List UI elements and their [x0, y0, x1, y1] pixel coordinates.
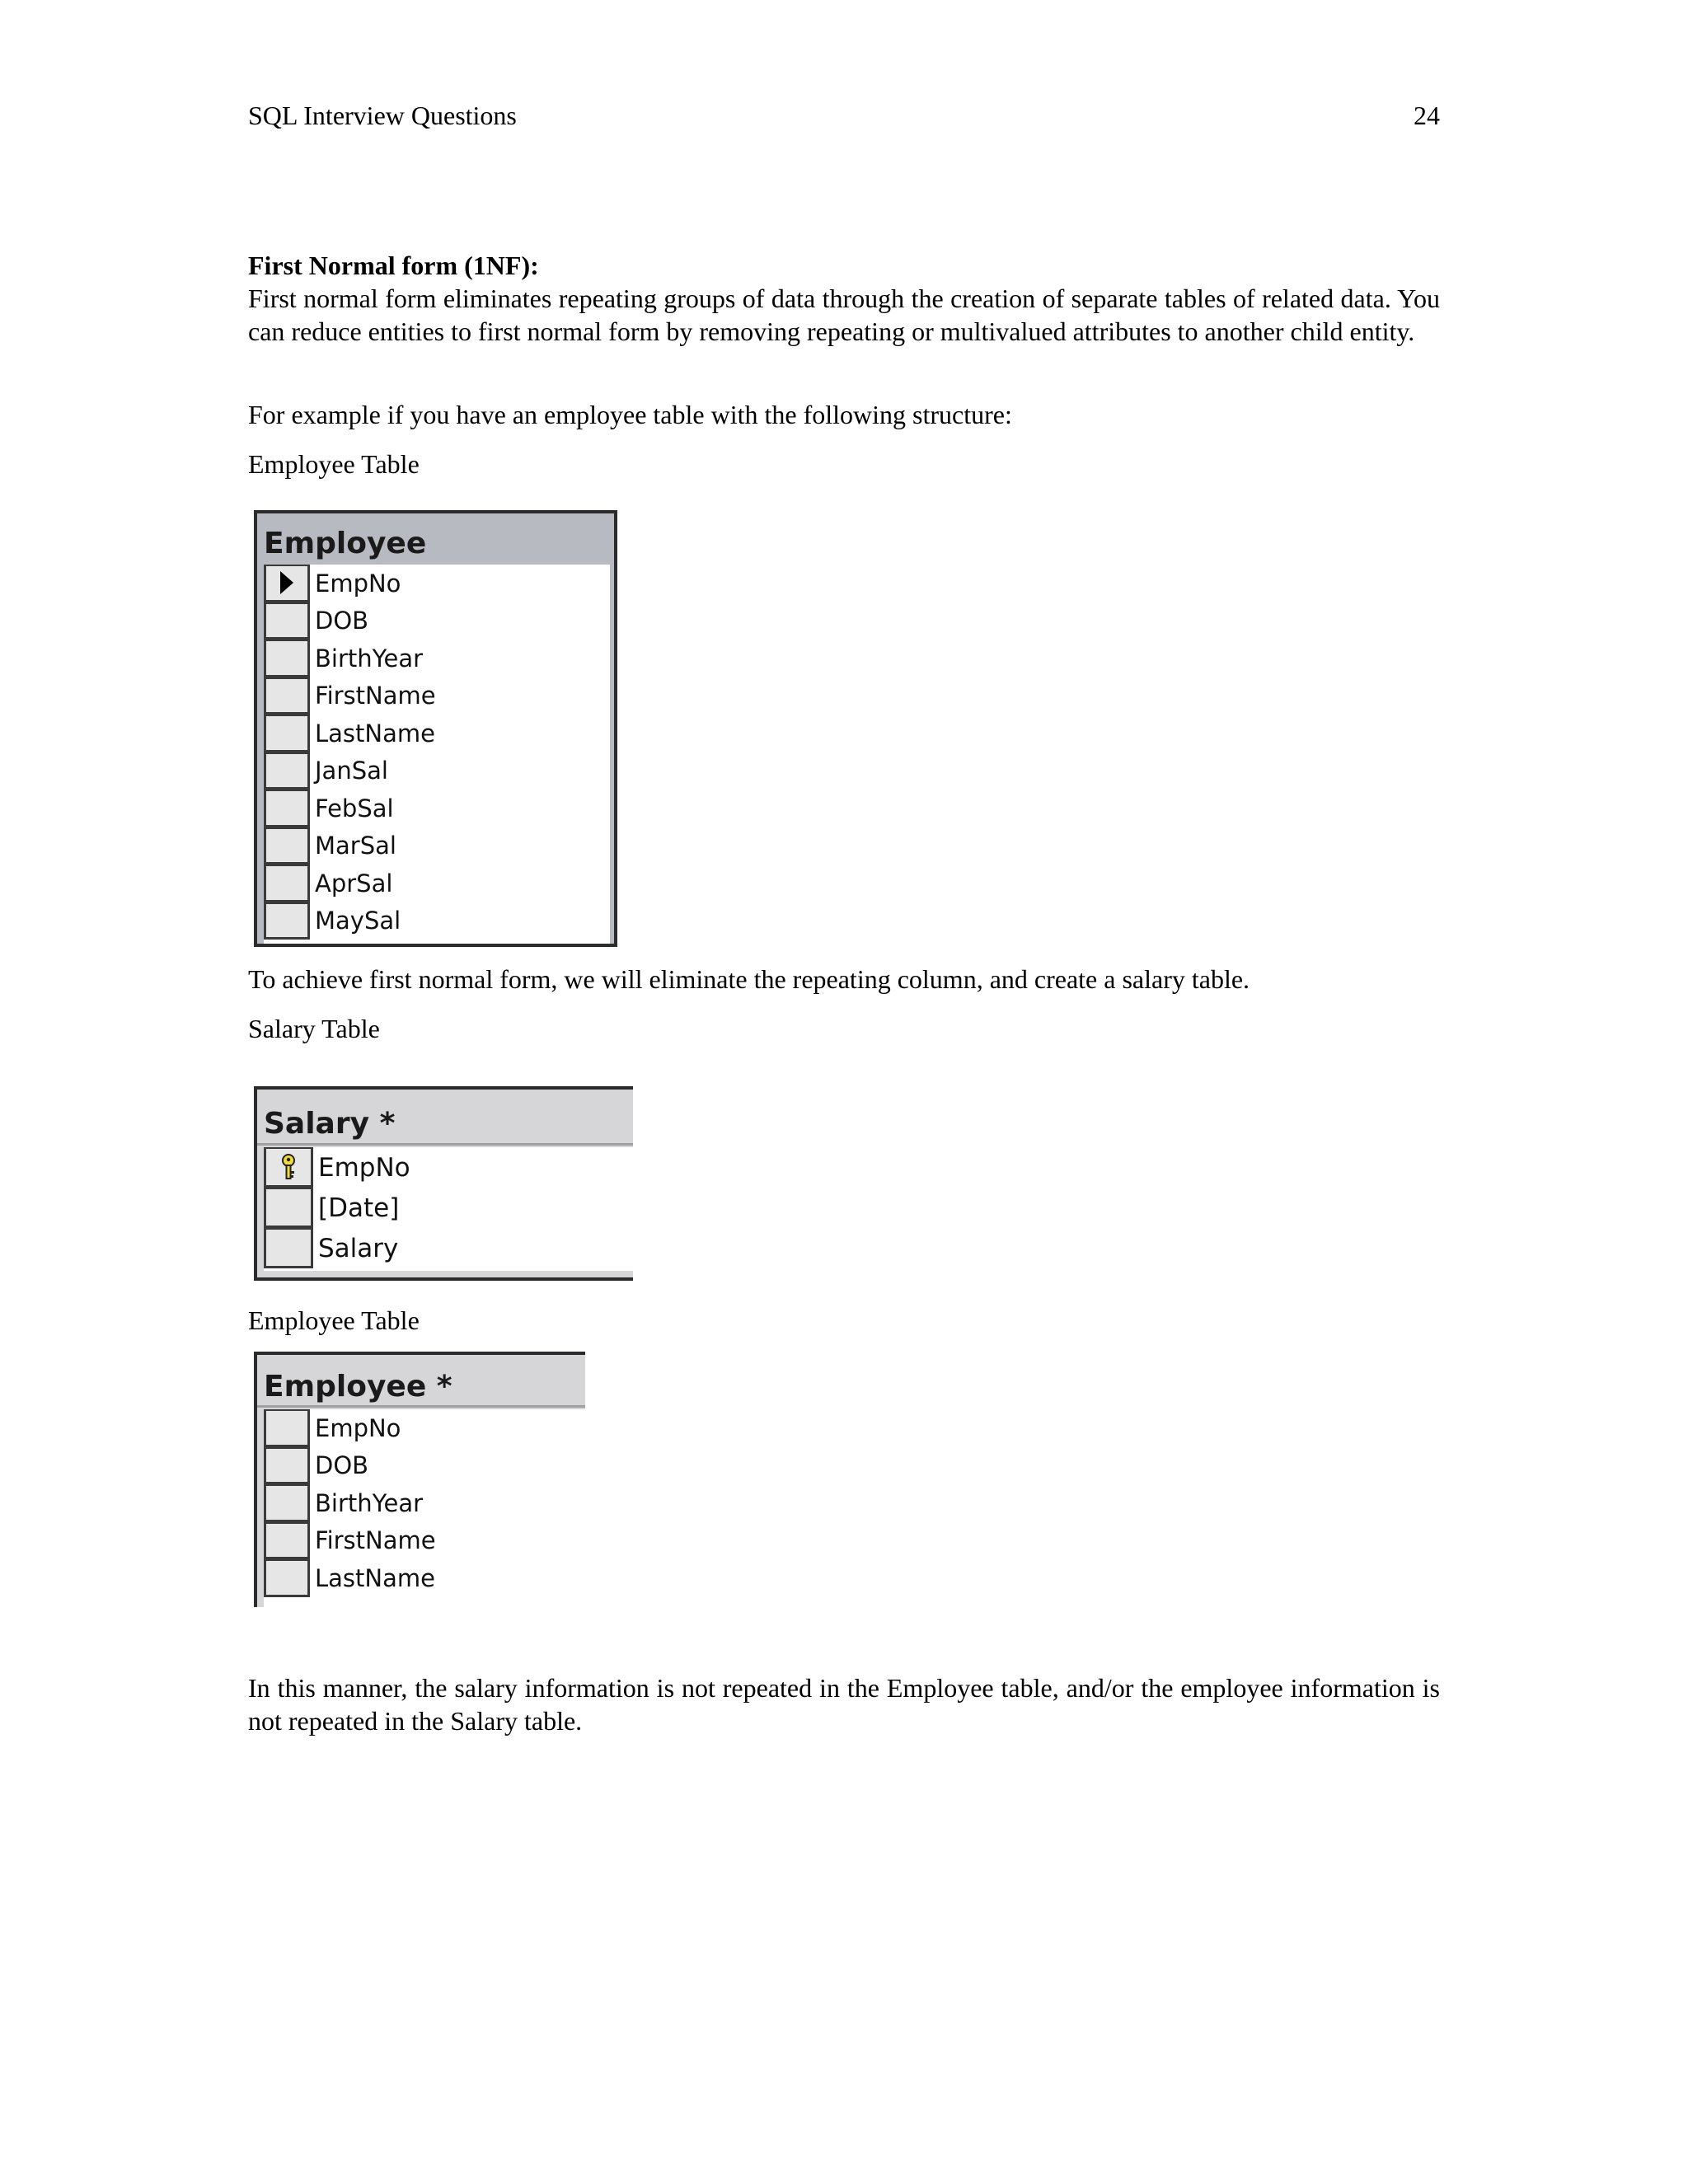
column-row — [264, 640, 610, 677]
column-row — [264, 715, 610, 752]
column-row — [264, 790, 610, 827]
row-selector — [264, 1409, 310, 1447]
row-selector — [264, 1484, 310, 1522]
table-title: Salary * — [257, 1090, 633, 1146]
table-title: Employee * — [257, 1355, 585, 1408]
employee-table-before — [254, 510, 617, 947]
row-selector — [264, 565, 310, 602]
arrow-right-icon — [280, 571, 293, 594]
column-name: LastName — [315, 1563, 435, 1592]
column-row — [264, 1484, 585, 1522]
section-heading: First Normal form (1NF): — [248, 251, 539, 280]
column-list — [264, 1409, 585, 1607]
column-row — [264, 602, 610, 640]
column-name: DOB — [315, 607, 369, 635]
row-selector — [264, 602, 310, 640]
column-name: FirstName — [315, 1526, 436, 1555]
key-icon — [279, 1153, 298, 1181]
row-selector — [264, 752, 310, 790]
column-list — [264, 1147, 633, 1271]
document-title: SQL Interview Questions — [248, 101, 517, 130]
row-selector — [264, 1522, 310, 1560]
column-name: EmpNo — [315, 569, 401, 598]
column-row — [264, 1188, 633, 1228]
row-selector — [264, 902, 310, 940]
column-name: EmpNo — [318, 1152, 410, 1183]
column-row — [264, 1522, 585, 1560]
column-row — [264, 752, 610, 790]
column-list — [264, 565, 610, 944]
column-name: DOB — [315, 1451, 369, 1480]
row-selector — [264, 1447, 310, 1485]
column-row — [264, 565, 610, 602]
column-name: BirthYear — [315, 644, 424, 673]
row-selector — [264, 1559, 310, 1597]
employee-table-label: Employee Table — [248, 449, 420, 479]
page-number: 24 — [1414, 101, 1440, 130]
column-name: FebSal — [315, 794, 394, 823]
column-name: BirthYear — [315, 1488, 424, 1517]
column-name: LastName — [315, 719, 435, 748]
salary-table-label: Salary Table — [248, 1014, 380, 1043]
column-row — [264, 677, 610, 715]
column-row — [264, 1447, 585, 1485]
column-name: JanSal — [315, 757, 388, 785]
column-name: MaySal — [315, 907, 401, 935]
column-name: [Date] — [318, 1193, 400, 1223]
column-row — [264, 1559, 585, 1597]
column-row — [264, 1228, 633, 1268]
row-selector — [264, 1228, 313, 1268]
employee-table-label-2: Employee Table — [248, 1305, 420, 1335]
column-name: EmpNo — [315, 1413, 401, 1442]
column-row — [264, 1147, 633, 1188]
salary-table — [254, 1086, 633, 1281]
table-title: Employee — [257, 513, 614, 565]
row-selector — [264, 827, 310, 865]
row-selector — [264, 1147, 313, 1188]
row-selector — [264, 790, 310, 827]
row-selector — [264, 1188, 313, 1228]
conclusion-paragraph: In this manner, the salary information is not repeated in the Employee table, and/or the employee information is not repeated in the Salary table. — [248, 1673, 1440, 1736]
column-name: MarSal — [315, 832, 396, 860]
achieve-paragraph: To achieve first normal form, we will eliminate the repeating column, and create a salary table. — [248, 964, 1250, 994]
row-selector — [264, 715, 310, 752]
employee-table-after — [254, 1352, 585, 1607]
intro-paragraph: First normal form eliminates repeating groups of data through the creation of separate tables of related data. You can reduce entities to first normal form by removing repeating or multivalued attributes to another child entity. — [248, 284, 1440, 346]
row-selector — [264, 865, 310, 902]
column-row — [264, 902, 610, 940]
row-selector — [264, 677, 310, 715]
row-selector — [264, 640, 310, 677]
column-row — [264, 865, 610, 902]
column-row — [264, 827, 610, 865]
column-name: Salary — [318, 1233, 399, 1263]
column-name: FirstName — [315, 682, 436, 710]
column-name: AprSal — [315, 869, 393, 898]
example-paragraph: For example if you have an employee table with the following structure: — [248, 400, 1012, 429]
column-row — [264, 1409, 585, 1447]
